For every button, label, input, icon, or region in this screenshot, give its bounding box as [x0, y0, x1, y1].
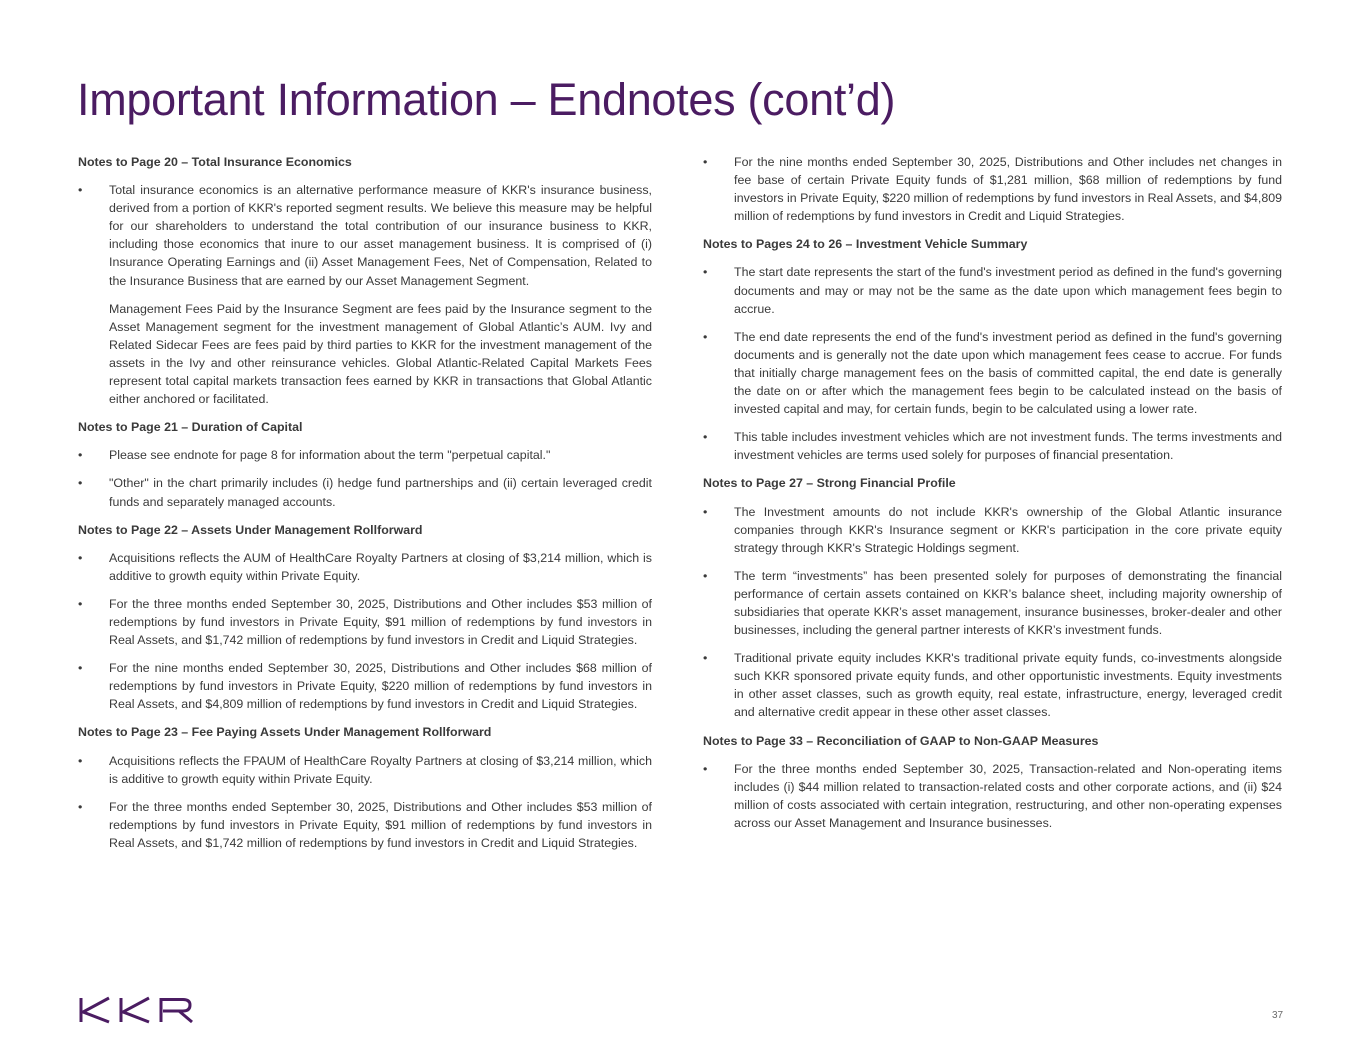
bullet-text: For the nine months ended September 30, 2025, Distributions and Other includes $68 million of redemptions by fund investors in Private Equity, $220 million of redemptions by fund investors in Real Assets, and $4,809 million of redemptions by fund investors in Credit and Liquid Strategies.: [109, 661, 652, 712]
bullet-item: [78, 446, 652, 464]
bullet-text: For the three months ended September 30, 2025, Distributions and Other includes $53 million of redemptions by fund investors in Private Equity, $91 million of redemptions by fund investors in Real Assets, and $1,742 million of redemptions by fund investors in Credit and Liquid Strategies.: [109, 596, 652, 648]
right-column: [703, 153, 1282, 842]
bullet-text: For the nine months ended September 30, 2025, Distributions and Other includes net changes in fee base of certain Private Equity funds of $1,281 million, $68 million of redemptions by fund investors in Private Equity, $220 million of redemptions by fund investors in Real Assets, and $4,809 million of redemptions by fund investors in Credit and Liquid Strategies.: [734, 155, 1283, 224]
bullet-text: Please see endnote for page 8 for information about the term "perpetual capital.": [109, 448, 551, 463]
bullet-item: [78, 549, 652, 585]
bullet-icon: •: [78, 661, 83, 676]
bullet-text: The term “investments” has been presented solely for purposes of demonstrating the financial performance of certain assets contained on KKR’s balance sheet, including majority ownership of subsidiaries that operate KKR’s asset management, insurance businesses, broker-dealer and other businesses, including the general partner interests of KKR’s investment funds.: [734, 568, 1282, 638]
bullet-item: [78, 181, 652, 290]
bullet-icon: •: [703, 430, 708, 445]
bullet-icon: •: [703, 651, 708, 666]
page-number: 37: [1272, 1010, 1284, 1021]
bullet-item: [703, 567, 1282, 639]
bullet-item: [78, 474, 652, 510]
bullet-item: [703, 503, 1282, 557]
bullet-item: [78, 595, 652, 649]
bullet-icon: •: [78, 183, 83, 198]
bullet-text: The Investment amounts do not include KKR's ownership of the Global Atlantic insurance companies through KKR's Insurance segment or KKR's participation in the core private equity strategy through KKR's Strategic Holdings segment.: [734, 504, 1282, 555]
bullet-icon: •: [703, 155, 708, 169]
section-heading: Notes to Pages 24 to 26 – Investment Vehicle Summary: [703, 237, 1028, 252]
bullet-item: [703, 428, 1282, 464]
bullet-icon: •: [703, 504, 708, 519]
section-heading: Notes to Page 23 – Fee Paying Assets Under Management Rollforward: [78, 725, 492, 740]
bullet-icon: •: [703, 265, 708, 280]
kkr-logo: [79, 995, 195, 1025]
bullet-item: [703, 760, 1282, 832]
section-heading: Notes to Page 27 – Strong Financial Profile: [703, 476, 956, 491]
bullet-icon: •: [78, 799, 83, 814]
bullet-text: Traditional private equity includes KKR's traditional private equity funds, co-investments alongside such KKR sponsored private equity funds, and other opportunistic investments. Equity investments in other asset classes, such as growth equity, real estate, infrastructure, energy, leveraged credit and alternative credit appear in these other asset classes.: [734, 651, 1282, 720]
bullet-icon: •: [703, 761, 708, 776]
bullet-text: For the three months ended September 30, 2025, Distributions and Other includes $53 million of redemptions by fund investors in Private Equity, $91 million of redemptions by fund investors in Real Assets, and $1,742 million of redemptions by fund investors in Credit and Liquid Strategies.: [109, 799, 652, 850]
bullet-icon: •: [78, 550, 83, 565]
bullet-item: [703, 328, 1282, 418]
section-heading: Notes to Page 33 – Reconciliation of GAAP to Non-GAAP Measures: [703, 733, 1099, 748]
bullet-text: For the three months ended September 30, 2025, Transaction-related and Non-operating items includes (i) $44 million related to transaction-related costs and other corporate actions, and (ii) $24 million of costs associated with certain integration, restructuring, and other non-operating expenses across our Asset Management and Insurance businesses.: [734, 761, 1282, 830]
bullet-icon: •: [78, 448, 83, 463]
bullet-item: [78, 752, 652, 788]
bullet-text: "Other" in the chart primarily includes (i) hedge fund partnerships and (ii) certain leveraged credit funds and separately managed accounts.: [109, 476, 652, 509]
bullet-item: [78, 798, 652, 852]
left-column: [78, 153, 652, 862]
section-heading: Notes to Page 21 – Duration of Capital: [78, 420, 303, 435]
bullet-text: Total insurance economics is an alternative performance measure of KKR's insurance business, derived from a portion of KKR's reported segment results. We believe this measure may be helpful for our shareholders to understand the total contribution of our insurance business to KKR, including those economics that inure to our asset management business. It is comprised of (i) Insurance Operating Earnings and (ii) Asset Management Fees, Net of Compensation, Related to the Insurance Business that are earned by our Asset Management Segment.: [109, 183, 652, 288]
bullet-text: This table includes investment vehicles which are not investment funds. The terms investments and investment vehicles are terms used solely for purposes of financial presentation.: [734, 430, 1282, 463]
bullet-item: [703, 153, 1282, 225]
bullet-icon: •: [703, 568, 708, 583]
bullet-icon: •: [78, 476, 83, 491]
bullet-item: [703, 263, 1282, 317]
bullet-text: Acquisitions reflects the AUM of HealthCare Royalty Partners at closing of $3,214 million, which is additive to growth equity within Private Equity.: [109, 550, 652, 583]
page-title: Important Information – Endnotes (cont’d): [77, 74, 896, 125]
bullet-text: Acquisitions reflects the FPAUM of HealthCare Royalty Partners at closing of $3,214 million, which is additive to growth equity within Private Equity.: [109, 753, 652, 786]
bullet-text: The end date represents the end of the fund's investment period as defined in the fund's governing documents and is generally not the date upon which management fees cease to accrue. For funds that initially charge management fees on the basis of committed capital, the end date is generally the date on or after which the management fees begin to be calculated instead on the basis of invested capital and may, for certain funds, begin to be calculated using a lower rate.: [734, 329, 1282, 417]
bullet-item: [78, 659, 652, 713]
section-heading: Notes to Page 22 – Assets Under Management Rollforward: [78, 522, 423, 537]
bullet-item: [703, 649, 1282, 721]
paragraph: Management Fees Paid by the Insurance Segment are fees paid by the Insurance segment to the Asset Management segment for the investment management of Global Atlantic’s AUM. Ivy and Related Sidecar Fees are fees paid by third parties to KKR for the investment management of the assets in the Ivy and other reinsurance vehicles. Global Atlantic-Related Capital Markets Fees represent total capital markets transaction fees earned by KKR in transactions that Global Atlantic either anchored or facilitated.: [109, 301, 652, 407]
bullet-icon: •: [78, 753, 83, 768]
bullet-icon: •: [78, 596, 83, 611]
bullet-icon: •: [703, 329, 708, 344]
bullet-text: The start date represents the start of the fund's investment period as defined in the fund's governing documents and may or may not be the same as the date upon which management fees begin to accrue.: [734, 265, 1282, 316]
section-heading: Notes to Page 20 – Total Insurance Economics: [78, 155, 352, 169]
